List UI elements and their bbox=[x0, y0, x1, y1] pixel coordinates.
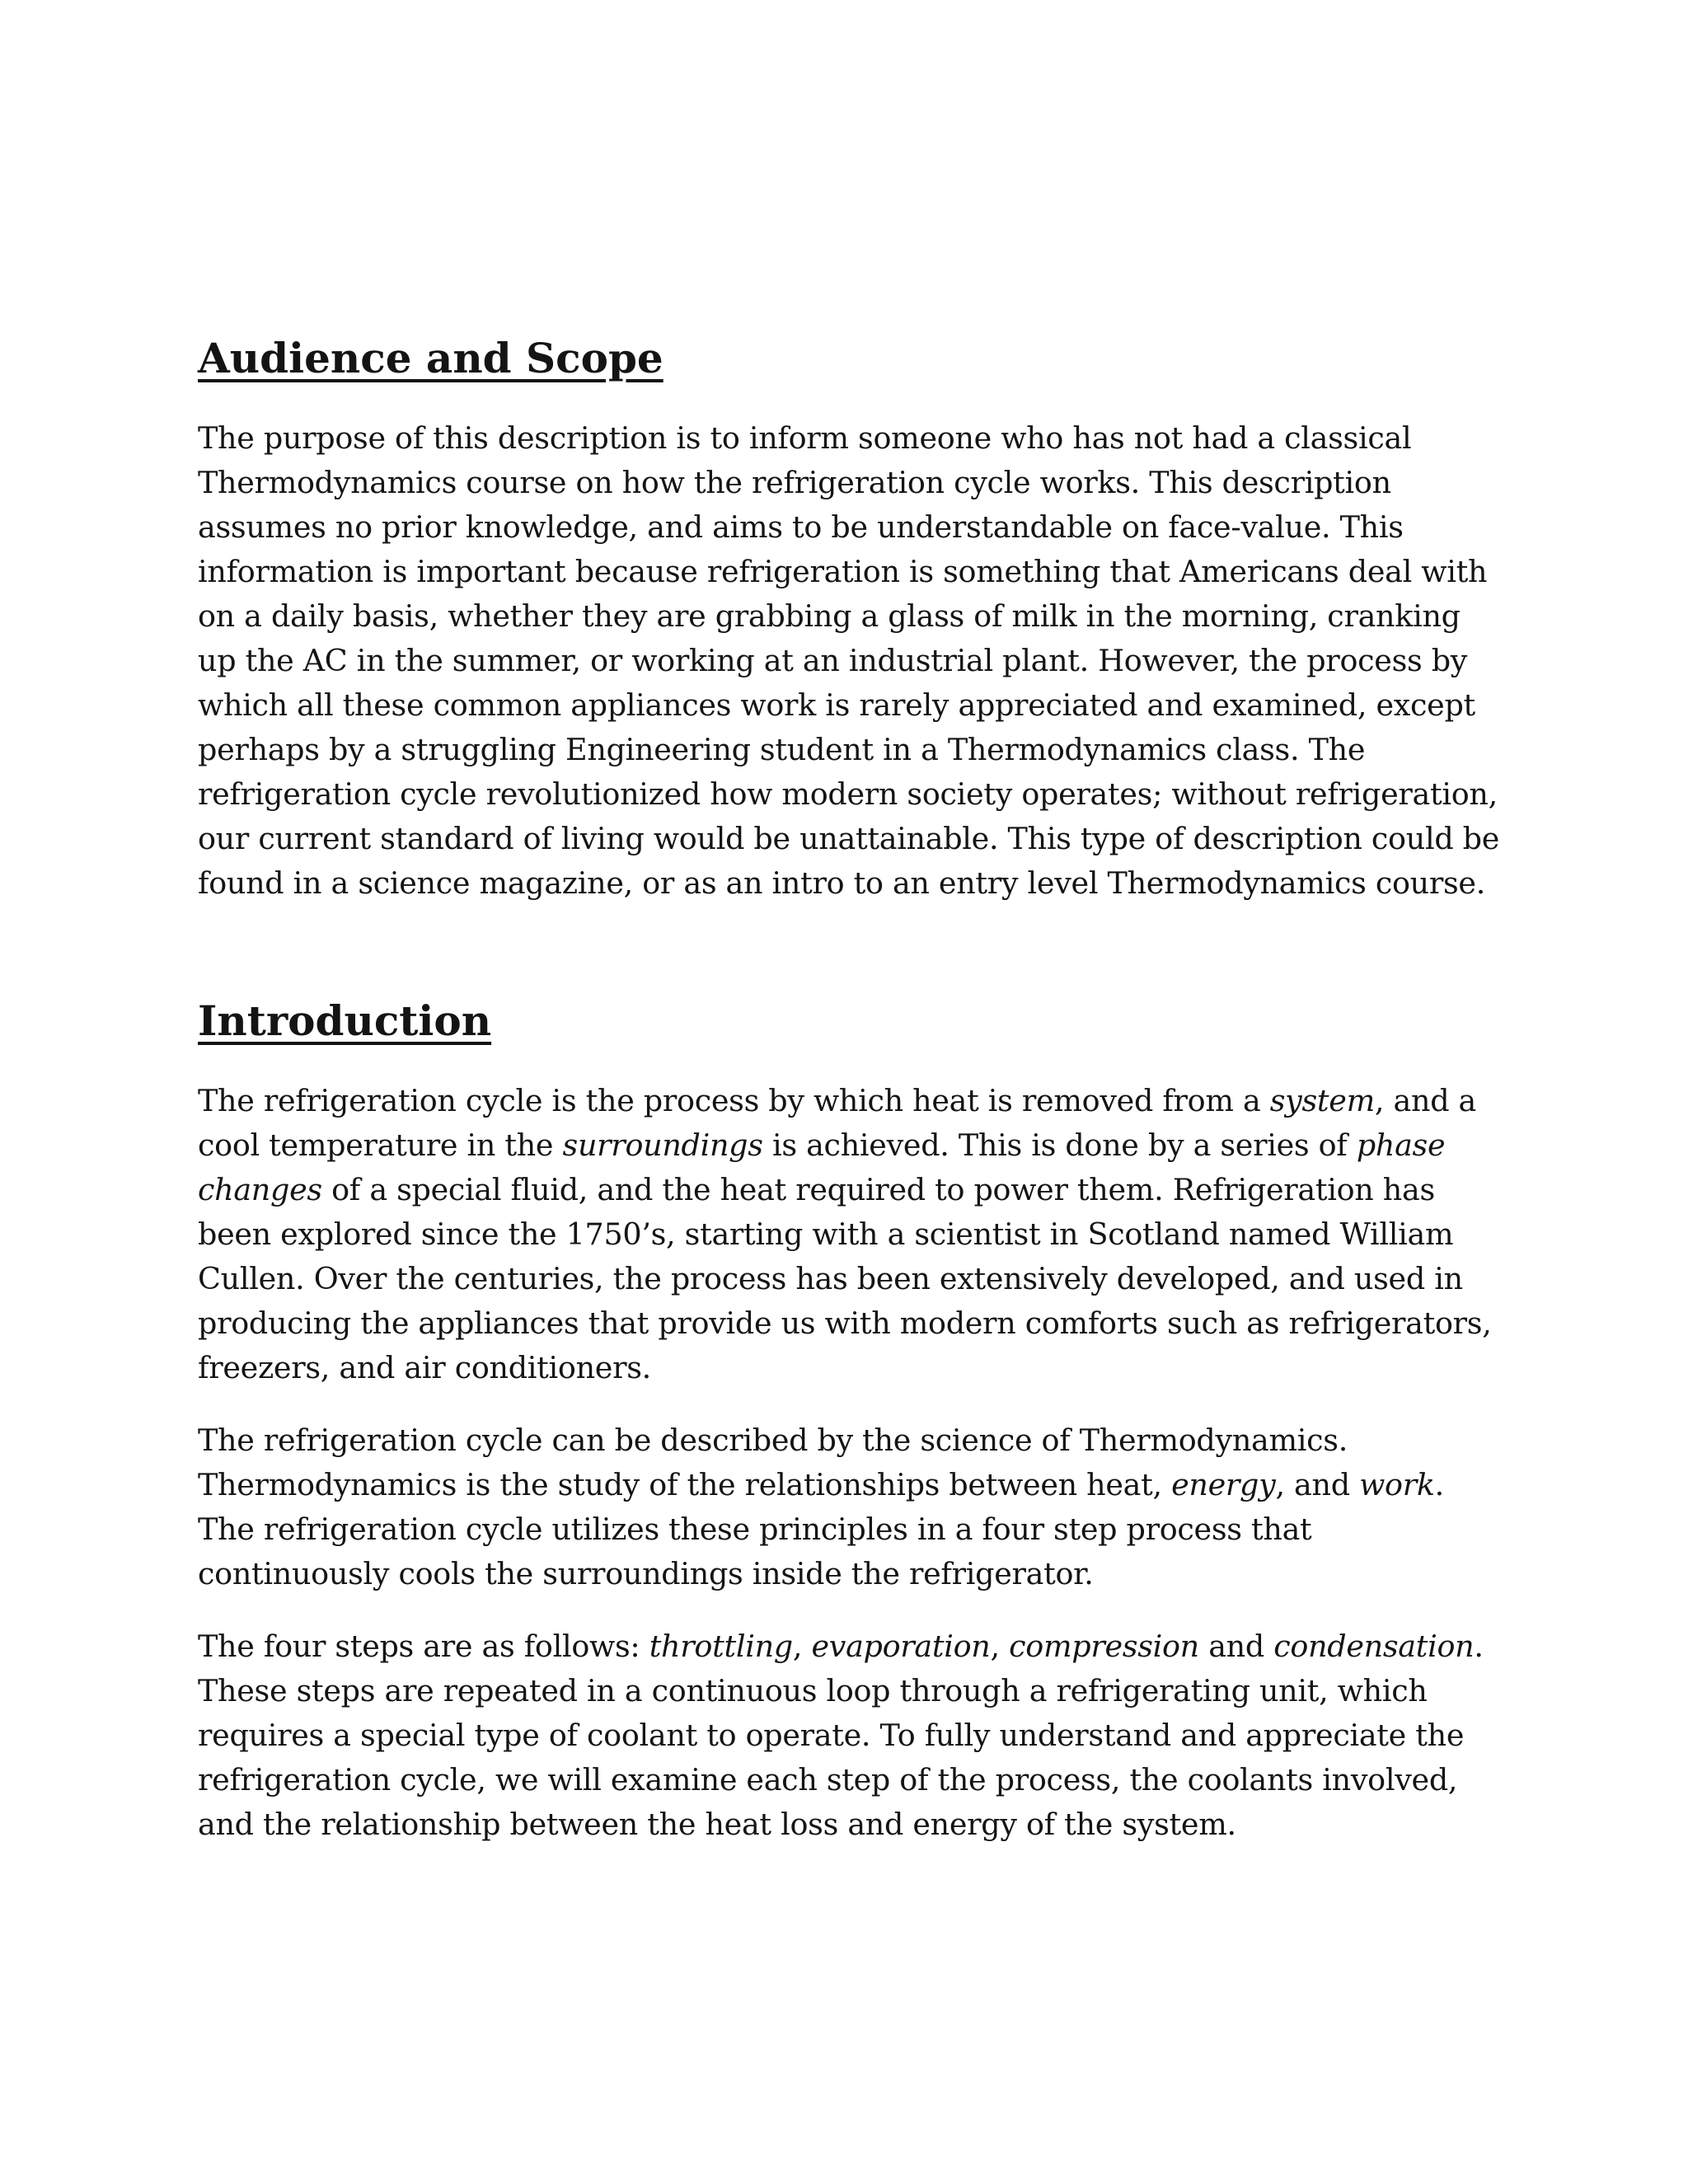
text-run: , bbox=[792, 1629, 812, 1664]
term-condensation: condensation bbox=[1273, 1629, 1475, 1664]
term-throttling: throttling bbox=[649, 1629, 793, 1664]
document-page bbox=[198, 334, 1500, 1875]
text-run: . The refrigeration cycle utilizes these principles in a four step process that continuously cools the surroundings inside the refrigerator. bbox=[198, 1467, 1444, 1591]
text-run: , and a cool temperature in the bbox=[198, 1083, 1477, 1163]
section-heading-audience-scope: Audience and Scope bbox=[198, 334, 663, 382]
text-run: The four steps are as follows: bbox=[198, 1629, 649, 1664]
text-run: , bbox=[990, 1629, 1010, 1664]
audience-scope-section bbox=[198, 334, 1500, 906]
intro-paragraph-2 bbox=[198, 1418, 1500, 1596]
intro-paragraph-3 bbox=[198, 1624, 1500, 1847]
text-run: . These steps are repeated in a continuous loop through a refrigerating unit, which requires a special type of coolant to operate. To fully understand and appreciate the refrigeration cycle, we will examine each step of the process, the coolants involved, and the relationship between the heat loss and energy of the system. bbox=[198, 1629, 1484, 1842]
text-run: The refrigeration cycle can be described by the science of Thermodynamics. Thermodynamics is the study of the relationships between heat, bbox=[198, 1422, 1348, 1502]
section-heading-introduction: Introduction bbox=[198, 996, 492, 1045]
text-run: , and bbox=[1275, 1467, 1360, 1502]
audience-scope-paragraph: The purpose of this description is to inform someone who has not had a classical Thermodynamics course on how the refrigeration cycle works. This description assumes no prior knowledge, and aims to be understandable on face-value. This information is important because refrigeration is something that Americans deal with on a daily basis, whether they are grabbing a glass of milk in the morning, cranking up the AC in the summer, or working at an industrial plant. However, the process by which all these common appliances work is rarely appreciated and examined, except perhaps by a struggling Engineering student in a Thermodynamics class. The refrigeration cycle revolutionized how modern society operates; without refrigeration, our current standard of living would be unattainable. This type of description could be found in a science magazine, or as an intro to an entry level Thermodynamics course. bbox=[198, 420, 1500, 901]
text-run: and bbox=[1198, 1629, 1274, 1664]
text-run: The refrigeration cycle is the process by which heat is removed from a bbox=[198, 1083, 1270, 1118]
term-energy: energy bbox=[1171, 1467, 1276, 1502]
term-phase-changes: phase changes bbox=[198, 1127, 1446, 1207]
term-evaporation: evaporation bbox=[811, 1629, 991, 1664]
term-surroundings: surroundings bbox=[562, 1127, 763, 1163]
term-work: work bbox=[1359, 1467, 1435, 1502]
text-run: is achieved. This is done by a series of bbox=[762, 1127, 1357, 1163]
text-run: of a special fluid, and the heat required to power them. Refrigeration has been explored since the 1750’s, starting with a scientist in Scotland named William Cullen. Over the centuries, the process has been extensively developed, and used in producing the appliances that provide us with modern comforts such as refrigerators, freezers, and air conditioners. bbox=[198, 1172, 1492, 1385]
term-compression: compression bbox=[1009, 1629, 1199, 1664]
term-system: system bbox=[1269, 1083, 1375, 1118]
introduction-section bbox=[198, 996, 1500, 1847]
intro-paragraph-1 bbox=[198, 1079, 1500, 1390]
